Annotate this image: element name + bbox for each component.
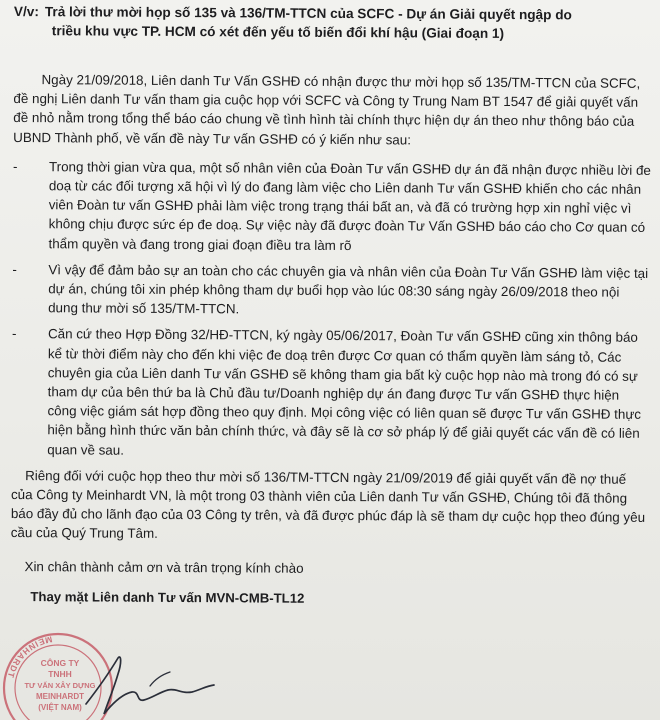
seal-text-1: CÔNG TY [40,658,80,668]
seal-text-4: MEINHARDT [36,692,84,701]
signature-title: Thay mặt Liên danh Tư vấn MVN-CMB-TL12 [30,588,305,606]
bullet-marker: - [12,158,18,174]
bullet-item-safety [12,260,652,322]
bullet-list [11,157,653,463]
bullet-text: Trong thời gian vừa qua, một số nhân viên của Đoàn Tư vấn GSHĐ dự án đã nhận được nhiều lời đe doạ từ các đối tượng xã hội vì lý do đang làm việc cho Liên danh Tư vấn GSHĐ khiến cho các nhân viên Đoàn tư vấn GSHĐ phải làm việc trong trạng thái bất an, và đã có trường hợp xin nghỉ việc vì không chịu được sức ép đe doạ. Sự việc này đã được đoàn Tư Vấn GSHĐ báo cáo cho Cơ quan có thẩm quyền và đang trong giai đoạn điều tra làm rõ [48,159,651,253]
closing-line: Xin chân thành cảm ơn và trân trọng kính chào [24,558,304,576]
bullet-text: Căn cứ theo Hợp Đồng 32/HĐ-TTCN, ký ngày 05/06/2017, Đoàn Tư vấn GSHĐ cũng xin thông báo kể từ thời điểm này cho đến khi việc đe doạ trên được Cơ quan có thẩm quyền làm sáng tỏ, Các chuyên gia của Liên danh Tư vấn GSHĐ sẽ không tham gia bất kỳ cuộc họp nào mà trong đó có sự tham dự của bên thứ ba là Chủ đầu tư/Doanh nghiệp dự án đang được Tư vấn GSHĐ thực hiện công việc giám sát hợp đồng theo quy định. Mọi công việc có liên quan sẽ được Tư vấn GSHĐ thực hiện bằng hình thức văn bản chính thức, và đây sẽ là cơ sở pháp lý để giải quyết các vấn đề có liên quan về sau. [47,326,642,458]
subject-line-1: Trả lời thư mời họp số 135 và 136/TM-TTCN của SCFC - Dự án Giải quyết ngập do [44,4,572,23]
stamp-and-signature [0,628,260,720]
separate-meeting-paragraph: Riêng đối với cuộc họp theo thư mời số 136/TM-TTCN ngày 21/09/2019 để giải quyết vấn đề nợ thuế của Công ty Meinhardt VN, là một trong 03 thành viên của Liên danh Tư vấn GSHĐ, Chúng tôi đã thông báo đầy đủ cho lãnh đạo của 03 Công ty trên, và đã được phúc đáp là sẽ tham dự cuộc họp theo đúng yêu cầu của Quý Trung Tâm. [10,467,646,542]
subject-label: V/v: [13,3,39,20]
seal-text-2: TNHH [48,669,72,679]
bullet-text: Vì vậy để đảm bảo sự an toàn cho các chuyên gia và nhân viên của Đoàn Tư Vấn GSHĐ làm việc tại dự án, chúng tôi xin phép không tham dự buổi họp vào lúc 08:30 sáng ngày 26/09/2018 theo nội dung thư mời số 135/TM-TTCN. [48,262,649,317]
bullet-marker: - [12,261,17,277]
intro-paragraph: Ngày 21/09/2018, Liên danh Tư Vấn GSHĐ có nhận được thư mời họp số 135/TM-TTCN của SCFC, đề nghị Liên danh Tư vấn tham gia cuộc họp với SCFC và Công ty Trung Nam BT 1547 để giải quyết vấn đề nhỏ nằm trong tổng thể báo cáo chung về tình hình tài chính thực hiện dự án theo như thông báo của UBND Thành phố, về vấn đề này Tư vấn GSHĐ có ý kiến như sau: [13,72,641,148]
bullet-marker: - [11,326,17,342]
seal-text-5: (VIỆT NAM) [38,703,82,712]
company-seal-icon [0,628,260,720]
document-body [10,2,654,610]
document-subject [14,2,654,44]
bullet-item-threats [12,157,653,257]
bullet-item-contract [11,324,652,462]
seal-ring-text: MEINHARDT [5,634,54,681]
subject-line-2: triều khu vực TP. HCM có xét đến yếu tố biến đổi khí hậu (Giai đoạn 1) [51,23,505,41]
seal-text-3: TƯ VẤN XÂY DỰNG [24,681,96,690]
